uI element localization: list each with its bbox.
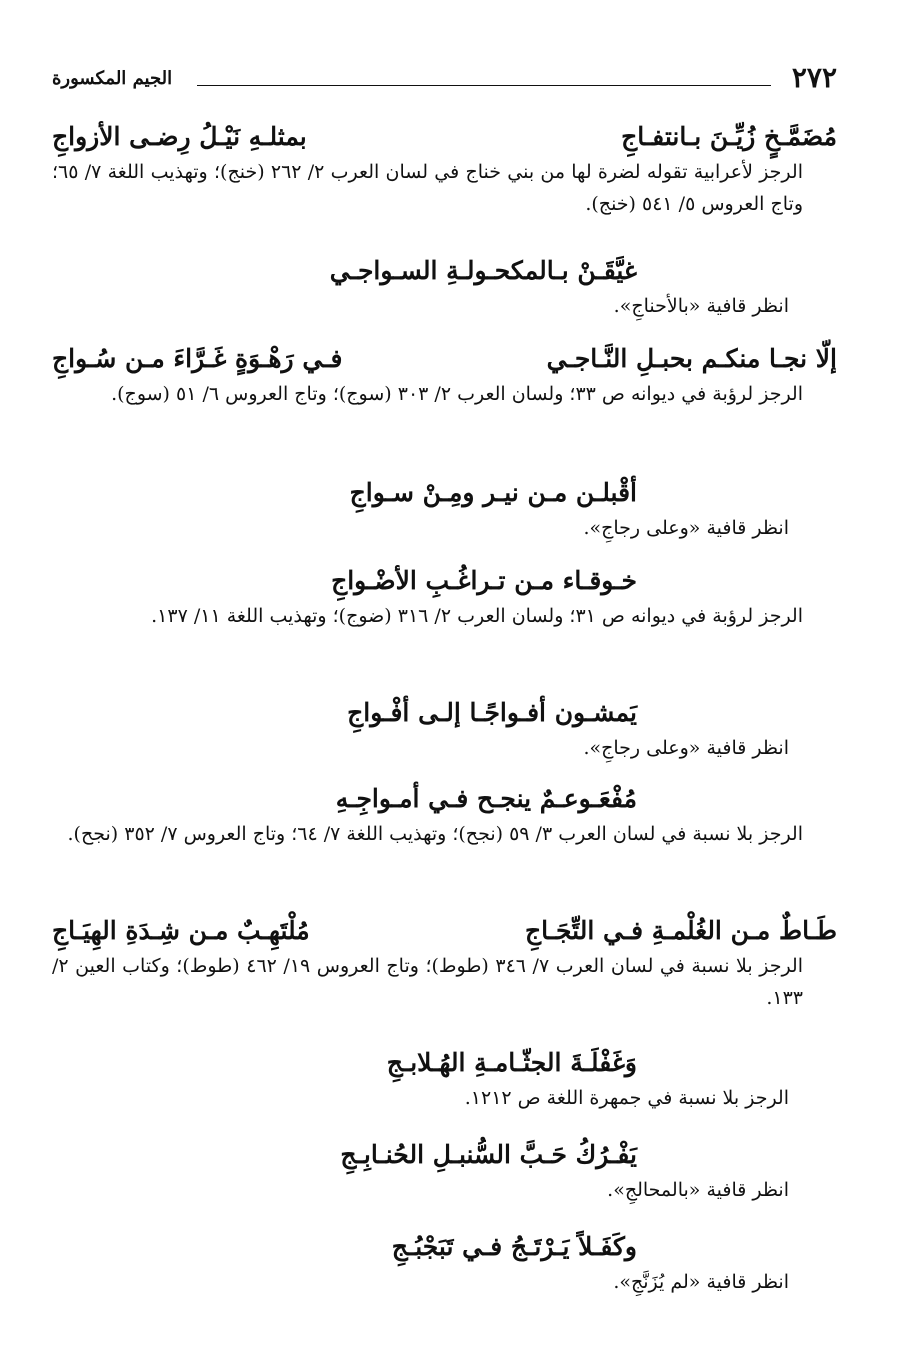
verse xyxy=(52,474,837,512)
verse-note: انظر قافية «بالمحالجِ». xyxy=(607,1179,789,1201)
hemistich-first: مُضَمَّـخٍ زُيِّـنَ بـانتفـاجِ xyxy=(621,122,837,151)
verse-note: الرجز بلا نسبة في لسان العرب ٧/ ٣٤٦ (طوط)؛ وتاج العروس ١٩/ ٤٦٢ (طوط)؛ وكتاب العين ٢/ ١٣٣. xyxy=(52,955,804,1009)
hemistich-second: بمثلـهِ نَيْـلُ رِضـى الأزواجِ xyxy=(52,122,307,151)
verse-entry xyxy=(52,1228,837,1298)
verse xyxy=(52,1044,837,1082)
verse-note: انظر قافية «بالأحناجِ». xyxy=(613,295,789,317)
verse-note: انظر قافية «وعلى رجاجِ». xyxy=(583,517,789,539)
verse-note: الرجز لأعرابية تقوله لضرة لها من بني خناج في لسان العرب ٢/ ٢٦٢ (خنج)؛ وتهذيب اللغة ٧/ ٦٥؛ وتاج العروس ٥/ ٥٤١ (خنج). xyxy=(52,161,803,215)
verse-entry xyxy=(52,118,837,220)
verse xyxy=(52,252,837,290)
hemistich-first: غيَّقَـنْ بـالمكحـولـةِ السـواجـي xyxy=(329,256,637,285)
verse-entry xyxy=(52,1136,837,1206)
verse-entry xyxy=(52,912,837,1014)
verse-note: الرجز بلا نسبة في جمهرة اللغة ص ١٢١٢. xyxy=(464,1087,789,1109)
verse-entry xyxy=(52,252,837,322)
hemistich-first: يَمشـون أفـواجًـا إلـى أفْـواجِ xyxy=(347,698,637,727)
hemistich-second: فـي رَهْـوَةٍ غَـرَّاءَ مـن سُـواجِ xyxy=(52,344,343,373)
page-number: ٢٧٢ xyxy=(791,61,837,94)
hemistich-second: مُلْتَهِـبٌ مـن شِـدَةِ الهِيَـاجِ xyxy=(52,916,310,945)
verse-note: انظر قافية «وعلى رجاجِ». xyxy=(583,737,789,759)
hemistich-first: إلّا نجـا منكـم بحبـلِ النَّـاجـي xyxy=(546,344,837,373)
verse xyxy=(52,694,837,732)
verse xyxy=(52,562,837,600)
hemistich-first: مُفْعَـوعـمٌ ينجـح فـي أمـواجِـهِ xyxy=(335,784,637,813)
hemistich-first: يَفْـرُكُ حَـبَّ السُّنبـلِ الحُنـابِـجِ xyxy=(340,1140,637,1169)
verse-entry xyxy=(52,1044,837,1114)
verse xyxy=(52,912,837,950)
verse-note: الرجز بلا نسبة في لسان العرب ٣/ ٥٩ (نجح)؛ وتهذيب اللغة ٧/ ٦٤؛ وتاج العروس ٧/ ٣٥٢ (نجح). xyxy=(67,823,803,845)
verse xyxy=(52,118,837,156)
verse-entry xyxy=(52,694,837,764)
verse-note: الرجز لرؤبة في ديوانه ص ٣٣؛ ولسان العرب ٢/ ٣٠٣ (سوج)؛ وتاج العروس ٦/ ٥١ (سوج). xyxy=(111,383,803,405)
hemistich-first: وَغَفْلَـةَ الجثّـامـةِ الهُـلابـجِ xyxy=(386,1048,637,1077)
verse xyxy=(52,780,837,818)
hemistich-first: خـوقـاء مـن تـراغُـبِ الأضْـواجِ xyxy=(331,566,637,595)
hemistich-first: طَـاطٌ مـن الغُلْمـةِ فـي التِّجَـاجِ xyxy=(524,916,837,945)
header-rule xyxy=(197,85,771,86)
hemistich-first: وكَفَـلاً يَـرْتَـجُ فـي تَبَجْبُـجِ xyxy=(391,1232,637,1261)
verse-entry xyxy=(52,474,837,544)
verse-note: الرجز لرؤبة في ديوانه ص ٣١؛ ولسان العرب ٢/ ٣١٦ (ضوج)؛ وتهذيب اللغة ١١/ ١٣٧. xyxy=(151,605,803,627)
verse-note: انظر قافية «لم يُزَنَّجِ». xyxy=(613,1271,789,1293)
verse-entry xyxy=(52,780,837,850)
verse xyxy=(52,1136,837,1174)
verse xyxy=(52,1228,837,1266)
page-header xyxy=(52,60,837,96)
verse xyxy=(52,340,837,378)
hemistich-first: أقْبلـن مـن نيـر ومِـنْ سـواجِ xyxy=(349,478,637,507)
running-title: الجيم المكسورة xyxy=(52,68,173,89)
verse-entry xyxy=(52,340,837,410)
verse-entry xyxy=(52,562,837,632)
